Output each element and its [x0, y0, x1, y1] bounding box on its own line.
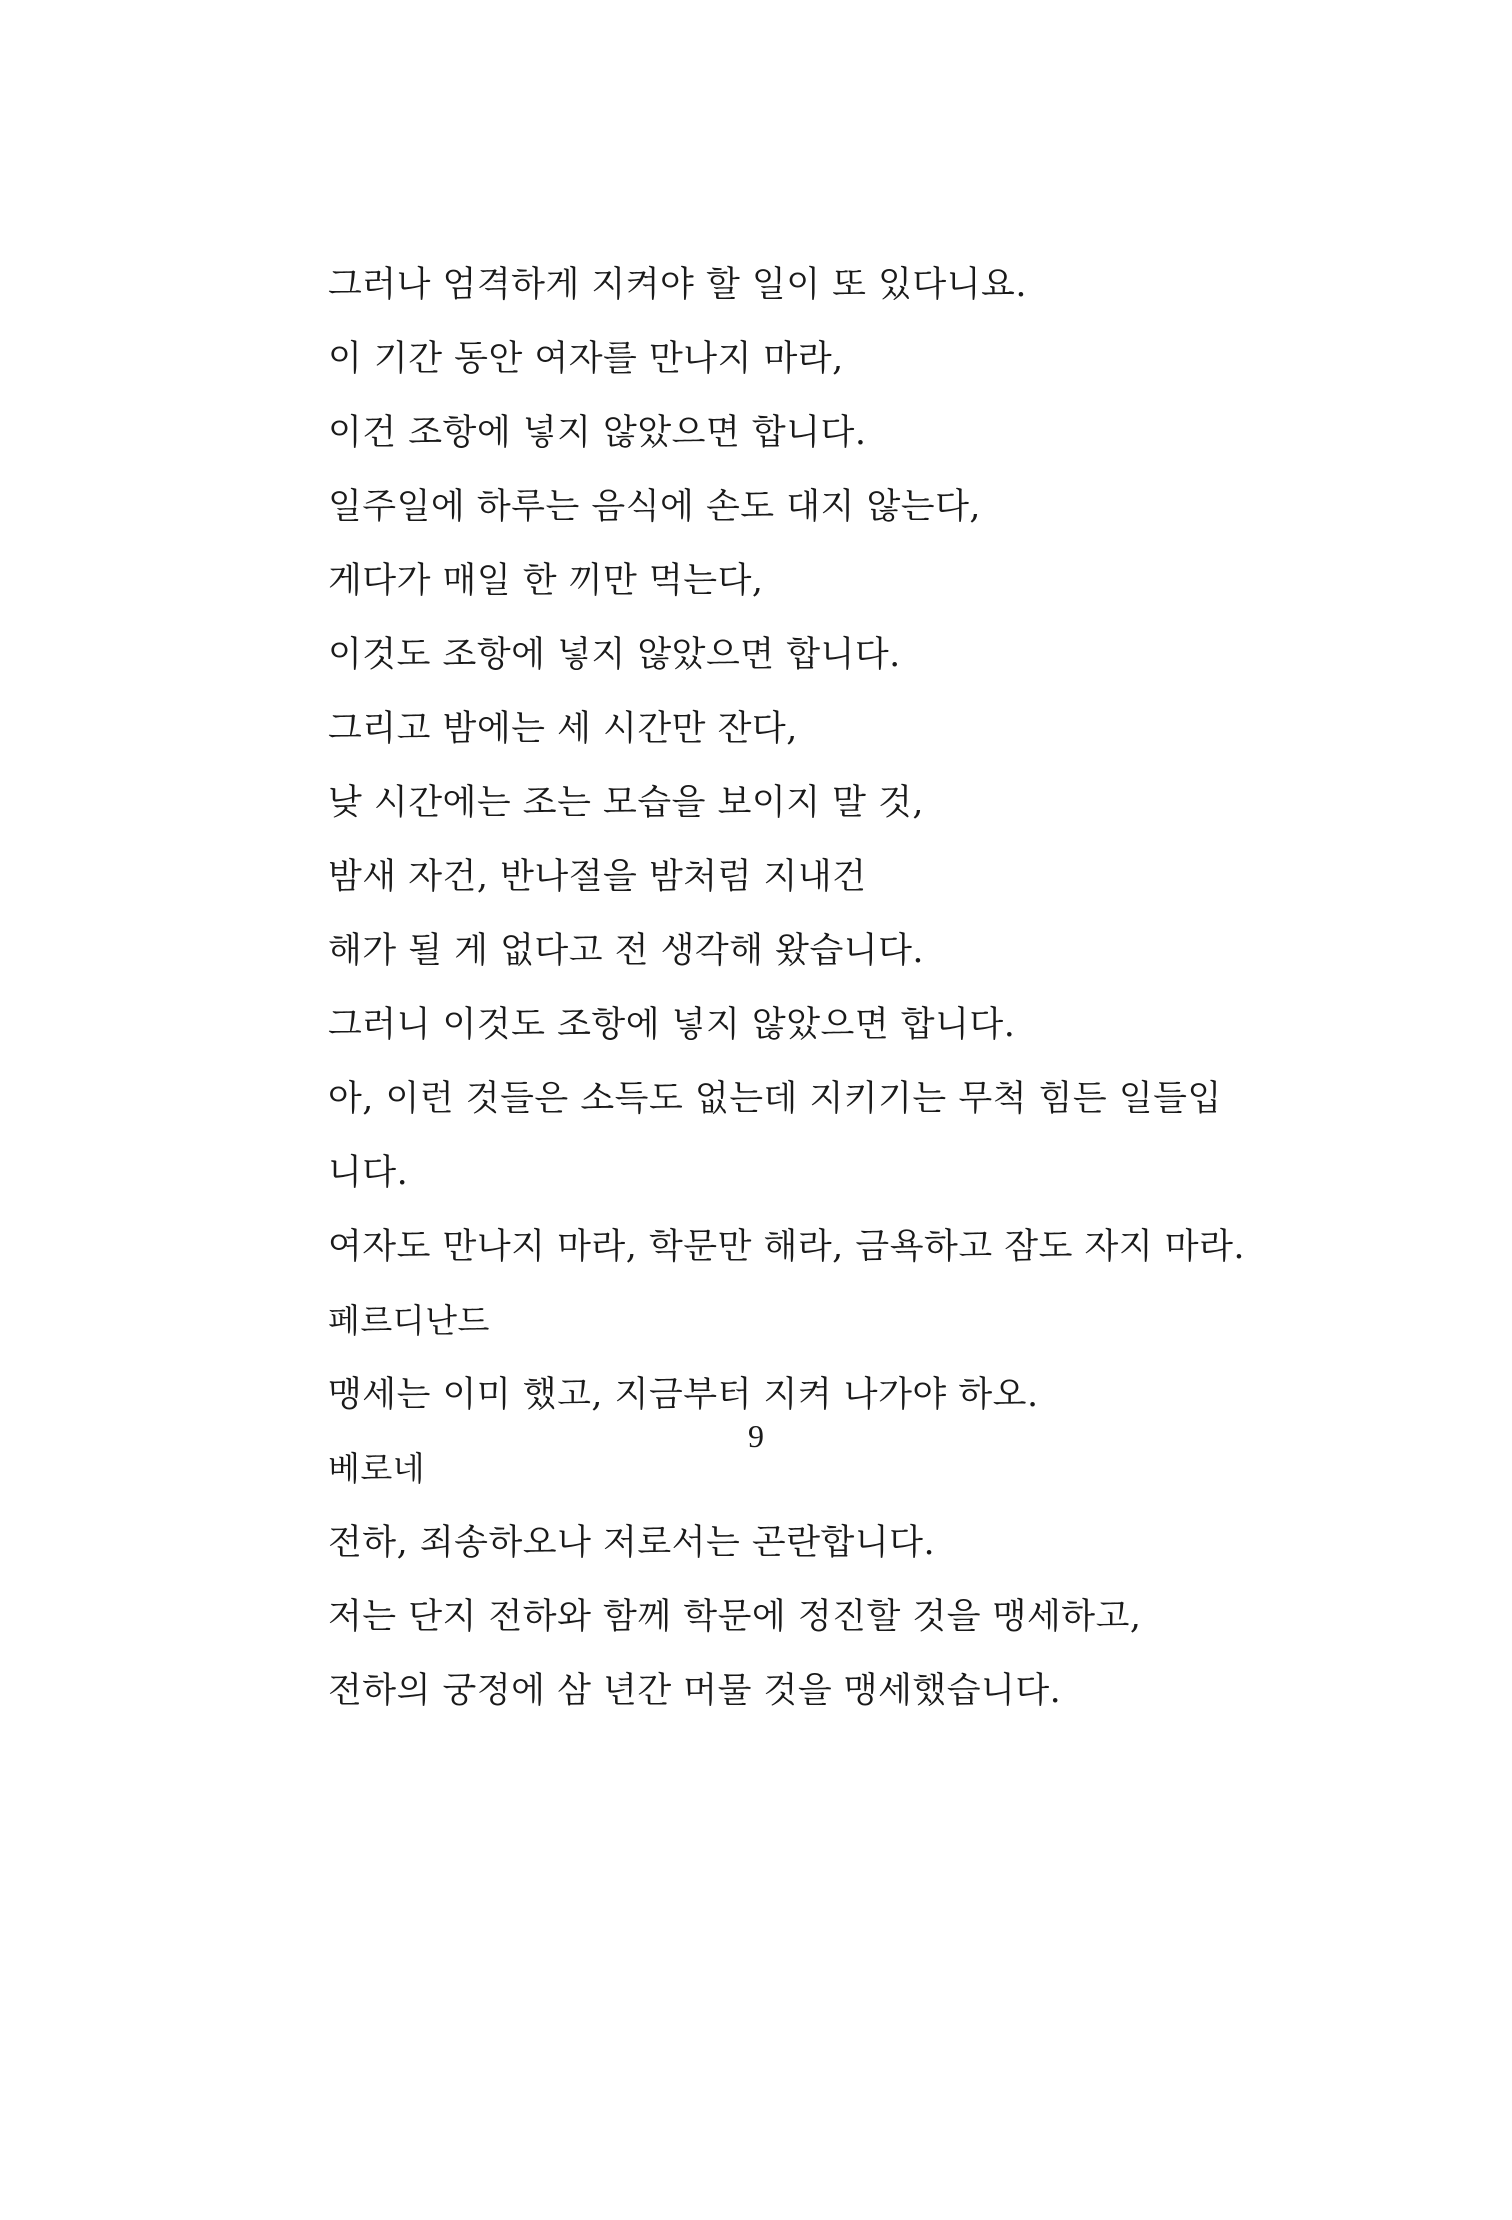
text-line: 이건 조항에 넣지 않았으면 합니다.	[328, 413, 867, 453]
text-line: 여자도 만나지 마라, 학문만 해라, 금욕하고 잠도 자지 마라.	[328, 1227, 1246, 1267]
text-line: 낮 시간에는 조는 모습을 보이지 말 것,	[328, 783, 925, 823]
text-line: 밤새 자건, 반나절을 밤처럼 지내건	[328, 857, 867, 897]
text-line: 이것도 조항에 넣지 않았으면 합니다.	[328, 635, 901, 675]
text-line: 전하의 궁정에 삼 년간 머물 것을 맹세했습니다.	[328, 1671, 1062, 1711]
speaker-name: 베로네	[328, 1449, 426, 1488]
text-line: 게다가 매일 한 끼만 먹는다,	[328, 561, 764, 601]
dialogue-text-block	[328, 248, 1268, 1728]
text-line: 저는 단지 전하와 함께 학문에 정진할 것을 맹세하고,	[328, 1597, 1142, 1637]
text-line: 그러나 엄격하게 지켜야 할 일이 또 있다니요.	[328, 265, 1027, 305]
text-line: 아, 이런 것들은 소득도 없는데 지키기는 무척 힘든 일들입	[328, 1079, 1222, 1119]
text-line: 일주일에 하루는 음식에 손도 대지 않는다,	[328, 487, 982, 527]
text-line: 그러니 이것도 조항에 넣지 않았으면 합니다.	[328, 1005, 1016, 1045]
text-line: 니다.	[328, 1153, 409, 1193]
text-line: 전하, 죄송하오나 저로서는 곤란합니다.	[328, 1523, 936, 1563]
text-line: 이 기간 동안 여자를 만나지 마라,	[328, 339, 844, 379]
text-line: 맹세는 이미 했고, 지금부터 지켜 나가야 하오.	[328, 1375, 1039, 1415]
page-number: 9	[748, 1418, 764, 1454]
text-line: 그리고 밤에는 세 시간만 잔다,	[328, 709, 798, 749]
speaker-name: 페르디난드	[328, 1301, 490, 1340]
text-line: 해가 될 게 없다고 전 생각해 왔습니다.	[328, 931, 925, 971]
